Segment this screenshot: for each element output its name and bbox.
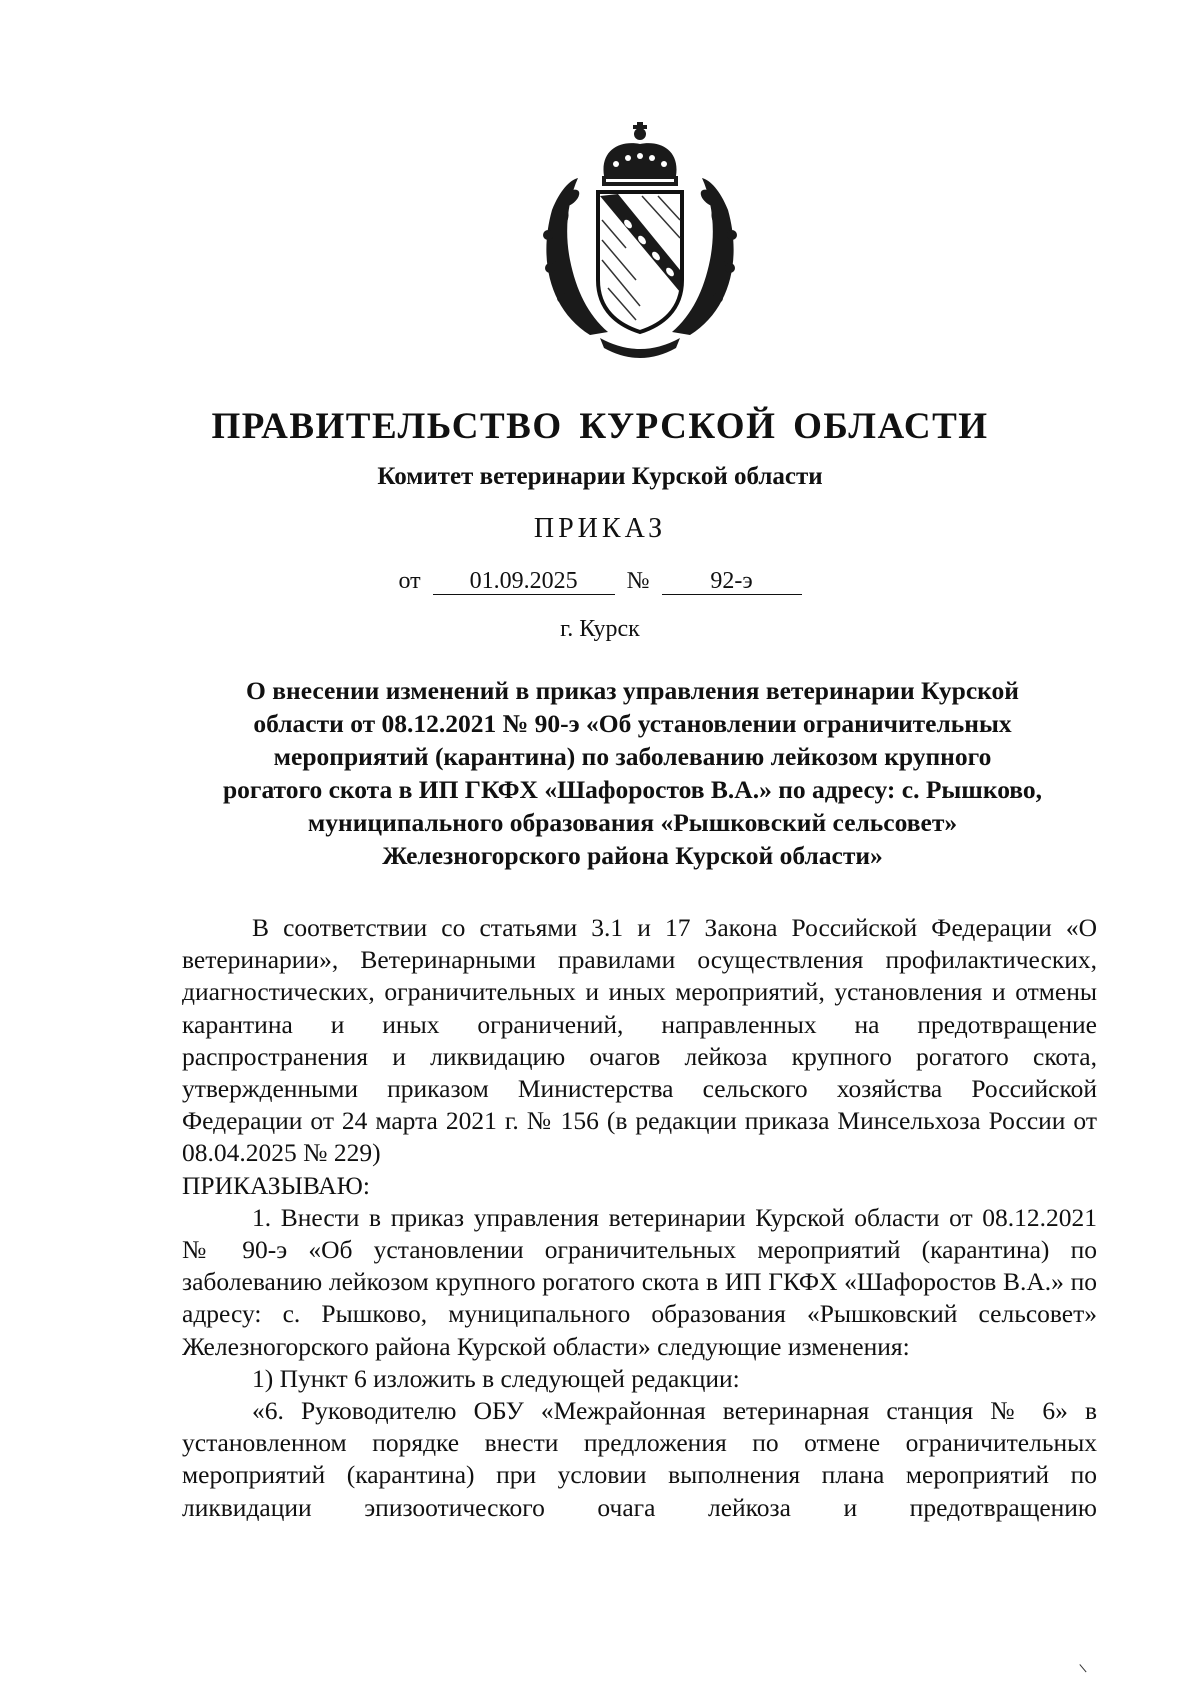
subject-line: муниципального образования «Рышковский сельсовет» [307,808,958,837]
order-number: 92-э [662,568,802,595]
scan-mark [1079,1662,1089,1673]
subject-line: Железногорского района Курской области» [382,841,883,870]
order-date: 01.09.2025 [433,568,615,595]
subject-line: мероприятий (карантина) по заболеванию лейкозом крупного [273,742,992,771]
subject-line: рогатого скота в ИП ГКФХ «Шафоростов В.А.» по адресу: с. Рышково, [222,775,1043,804]
document-body [182,912,1097,1524]
date-prefix: от [398,568,421,594]
item-1-1-paragraph: 1) Пункт 6 изложить в следующей редакции: [252,1363,740,1393]
city: г. Курск [560,616,640,642]
government-title: ПРАВИТЕЛЬСТВО КУРСКОЙ ОБЛАСТИ [211,406,989,447]
kursk-coat-of-arms-icon [530,120,750,370]
committee-name: Комитет ветеринарии Курской области [377,463,823,490]
subject-line: О внесении изменений в приказ управления ветеринарии Курской [246,676,1019,705]
date-number-line [0,568,1200,595]
document-type: ПРИКАЗ [533,513,667,544]
item-6-paragraph: «6. Руководителю ОБУ «Межрайонная ветеринарная станция № 6» в установленном порядке внести предложения по отмене ограничительных мероприятий (карантина) при условии выполнения плана мероприятий по ликвидации эпизоотического очага лейкоза и предотвращению [182,1396,1097,1522]
order-subject [180,674,1085,872]
subject-line: области от 08.12.2021 № 90-э «Об установлении ограничительных [253,709,1012,738]
number-sign: № [626,568,650,594]
preamble-paragraph: В соответствии со статьями 3.1 и 17 Закона Российской Федерации «О ветеринарии», Ветеринарными правилами осуществления профилактических, диагностических, ограничительных и иных мероприятий, установления и отмены карантина и иных ограничений, направленных на предотвращение распространения и ликвидацию очагов лейкоза крупного рогатого скота, утвержденными приказом Министерства сельского хозяйства Российской Федерации от 24 марта 2021 г. № 156 (в редакции приказа Минсельхоза России от 08.04.2025 № 229) [182,913,1097,1168]
order-word: ПРИКАЗЫВАЮ: [182,1170,370,1200]
item-1-paragraph: 1. Внести в приказ управления ветеринарии Курской области от 08.12.2021 № 90-э «Об установлении ограничительных мероприятий (карантина) по заболеванию лейкозом крупного рогатого скота в ИП ГКФХ «Шафоростов В.А.» по адресу: с. Рышково, муниципального образования «Рышковский сельсовет» Железногорского района Курской области» следующие изменения: [182,1202,1097,1361]
